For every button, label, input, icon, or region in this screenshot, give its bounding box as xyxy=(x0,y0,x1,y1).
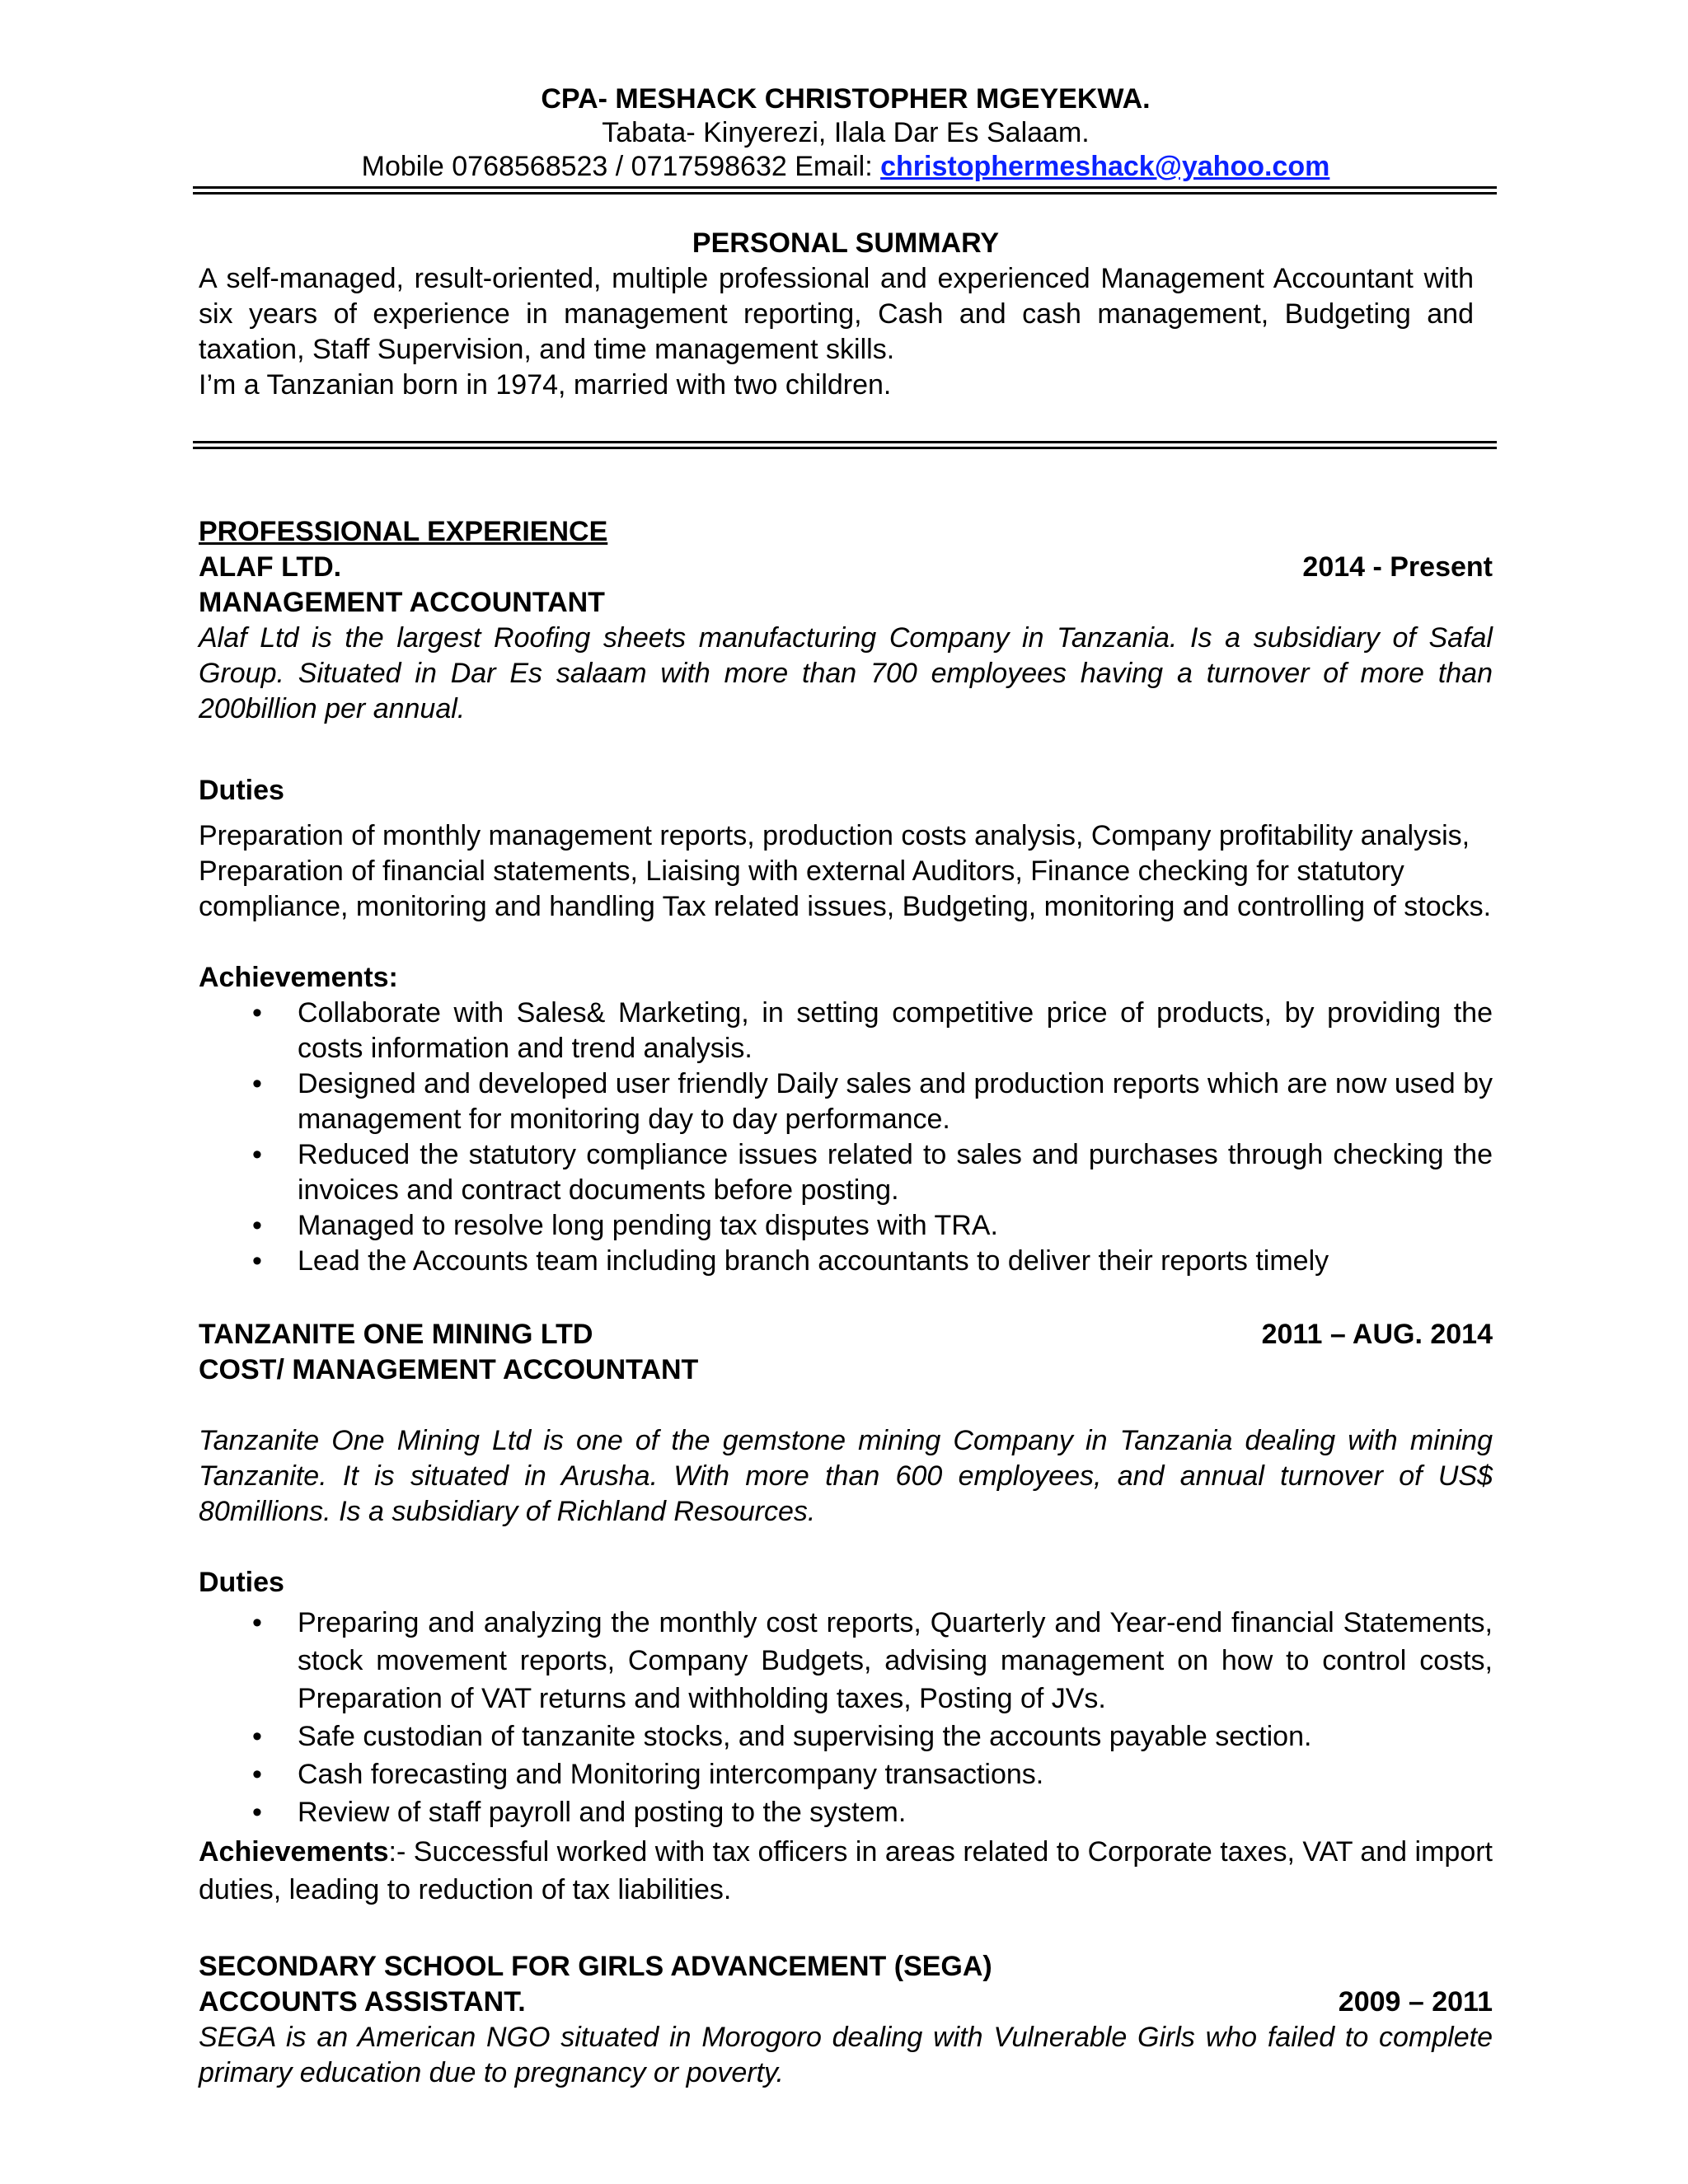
alaf-achievements-heading: Achievements: xyxy=(199,962,398,993)
bullet-icon: • xyxy=(252,1245,262,1277)
header-divider-bottom xyxy=(193,192,1497,194)
list-item: • Cash forecasting and Monitoring intercompany transactions. xyxy=(199,1755,1493,1793)
tanzanite-achievements-text: :- Successful worked with tax officers in areas related to Corporate taxes, VAT and import duties, leading to reduction of tax liabilities. xyxy=(199,1836,1493,1905)
tanzanite-achievements xyxy=(199,1833,1493,1909)
list-item: • Lead the Accounts team including branch accountants to deliver their reports timely xyxy=(199,1244,1493,1279)
summary-personal: I’m a Tanzanian born in 1974, married with two children. xyxy=(199,369,892,401)
candidate-address: Tabata- Kinyerezi, Ilala Dar Es Salaam. xyxy=(602,117,1090,148)
tanzanite-header-row xyxy=(199,1317,1493,1352)
list-item: • Collaborate with Sales& Marketing, in setting competitive price of products, by providing the costs information and trend analysis. xyxy=(252,997,1493,1064)
tanzanite-duties-list xyxy=(199,1604,1493,1831)
sega-period: 2009 – 2011 xyxy=(1338,1986,1493,2018)
contact-line xyxy=(199,149,1493,185)
bullet-icon: • xyxy=(252,1210,262,1241)
tanzanite-company: TANZANITE ONE MINING LTD xyxy=(199,1319,593,1350)
bullet-icon: • xyxy=(252,1721,262,1752)
alaf-description: Alaf Ltd is the largest Roofing sheets manufacturing Company in Tanzania. Is a subsidiary of Safal Group. Situated in Dar Es salaam with more than 700 employees having a turnover of more than 200billion per annual. xyxy=(199,622,1493,724)
tanzanite-duties-heading: Duties xyxy=(199,1567,284,1598)
alaf-achievements-list xyxy=(199,996,1493,1279)
list-item: • Designed and developed user friendly Daily sales and production reports which are now used by management for monitoring day to day performance. xyxy=(252,1068,1493,1135)
bullet-icon: • xyxy=(252,1797,262,1828)
sega-description: SEGA is an American NGO situated in Morogoro dealing with Vulnerable Girls who failed to complete primary education due to pregnancy or poverty. xyxy=(199,2022,1493,2088)
bullet-icon: • xyxy=(252,1139,262,1170)
list-item: • Preparing and analyzing the monthly cost reports, Quarterly and Year-end financial Statements, stock movement reports, Company Budgets, advising management on how to control costs, Preparation of VAT returns and withholding taxes, Posting of JVs. xyxy=(199,1604,1493,1718)
experience-heading: PROFESSIONAL EXPERIENCE xyxy=(199,516,608,547)
list-item: • Reduced the statutory compliance issues related to sales and purchases through checking the invoices and contract documents before posting. xyxy=(252,1139,1493,1206)
list-item: • Safe custodian of tanzanite stocks, and supervising the accounts payable section. xyxy=(199,1718,1493,1755)
alaf-company: ALAF LTD. xyxy=(199,551,342,583)
header-divider-top xyxy=(193,186,1497,189)
tanzanite-period: 2011 – AUG. 2014 xyxy=(1261,1319,1493,1350)
tanzanite-achievements-label: Achievements xyxy=(199,1836,389,1868)
bullet-icon: • xyxy=(252,1607,262,1638)
alaf-duties: Preparation of monthly management reports, production costs analysis, Company profitability analysis, Preparation of financial statements, Liaising with external Auditors, Finance checking for statutory compliance, monitoring and handling Tax related issues, Budgeting, monitoring and controlling of stocks. xyxy=(199,820,1492,922)
bullet-icon: • xyxy=(252,997,262,1029)
tanzanite-title: COST/ MANAGEMENT ACCOUNTANT xyxy=(199,1354,699,1385)
summary-heading: PERSONAL SUMMARY xyxy=(692,227,1000,259)
summary-divider-bottom xyxy=(193,447,1497,449)
alaf-duties-heading: Duties xyxy=(199,775,284,806)
candidate-name: CPA- MESHACK CHRISTOPHER MGEYEKWA. xyxy=(541,83,1151,115)
sega-company: SECONDARY SCHOOL FOR GIRLS ADVANCEMENT (SEGA) xyxy=(199,1951,992,1982)
alaf-header-row xyxy=(199,550,1493,585)
tanzanite-description: Tanzanite One Mining Ltd is one of the gemstone mining Company in Tanzania dealing with mining Tanzanite. It is situated in Arusha. With more than 600 employees, and annual turnover of US$ 80millions. Is a subsidiary of Richland Resources. xyxy=(199,1425,1493,1527)
summary-paragraph: A self-managed, result-oriented, multiple professional and experienced Management Accountant with six years of experience in management reporting, Cash and cash management, Budgeting and taxation, Staff Supervision, and time management skills. xyxy=(199,263,1474,365)
email-link[interactable]: christophermeshack@yahoo.com xyxy=(880,151,1330,182)
sega-header-row xyxy=(199,1985,1493,2020)
list-item: • Managed to resolve long pending tax disputes with TRA. xyxy=(199,1208,1493,1244)
sega-title: ACCOUNTS ASSISTANT. xyxy=(199,1986,526,2018)
list-item: • Review of staff payroll and posting to the system. xyxy=(199,1793,1493,1831)
contact-phone: Mobile 0768568523 / 0717598632 Email: xyxy=(361,151,881,182)
bullet-icon: • xyxy=(252,1759,262,1790)
alaf-period: 2014 - Present xyxy=(1302,551,1493,583)
alaf-title: MANAGEMENT ACCOUNTANT xyxy=(199,587,605,618)
summary-divider-top xyxy=(193,441,1497,443)
bullet-icon: • xyxy=(252,1068,262,1099)
